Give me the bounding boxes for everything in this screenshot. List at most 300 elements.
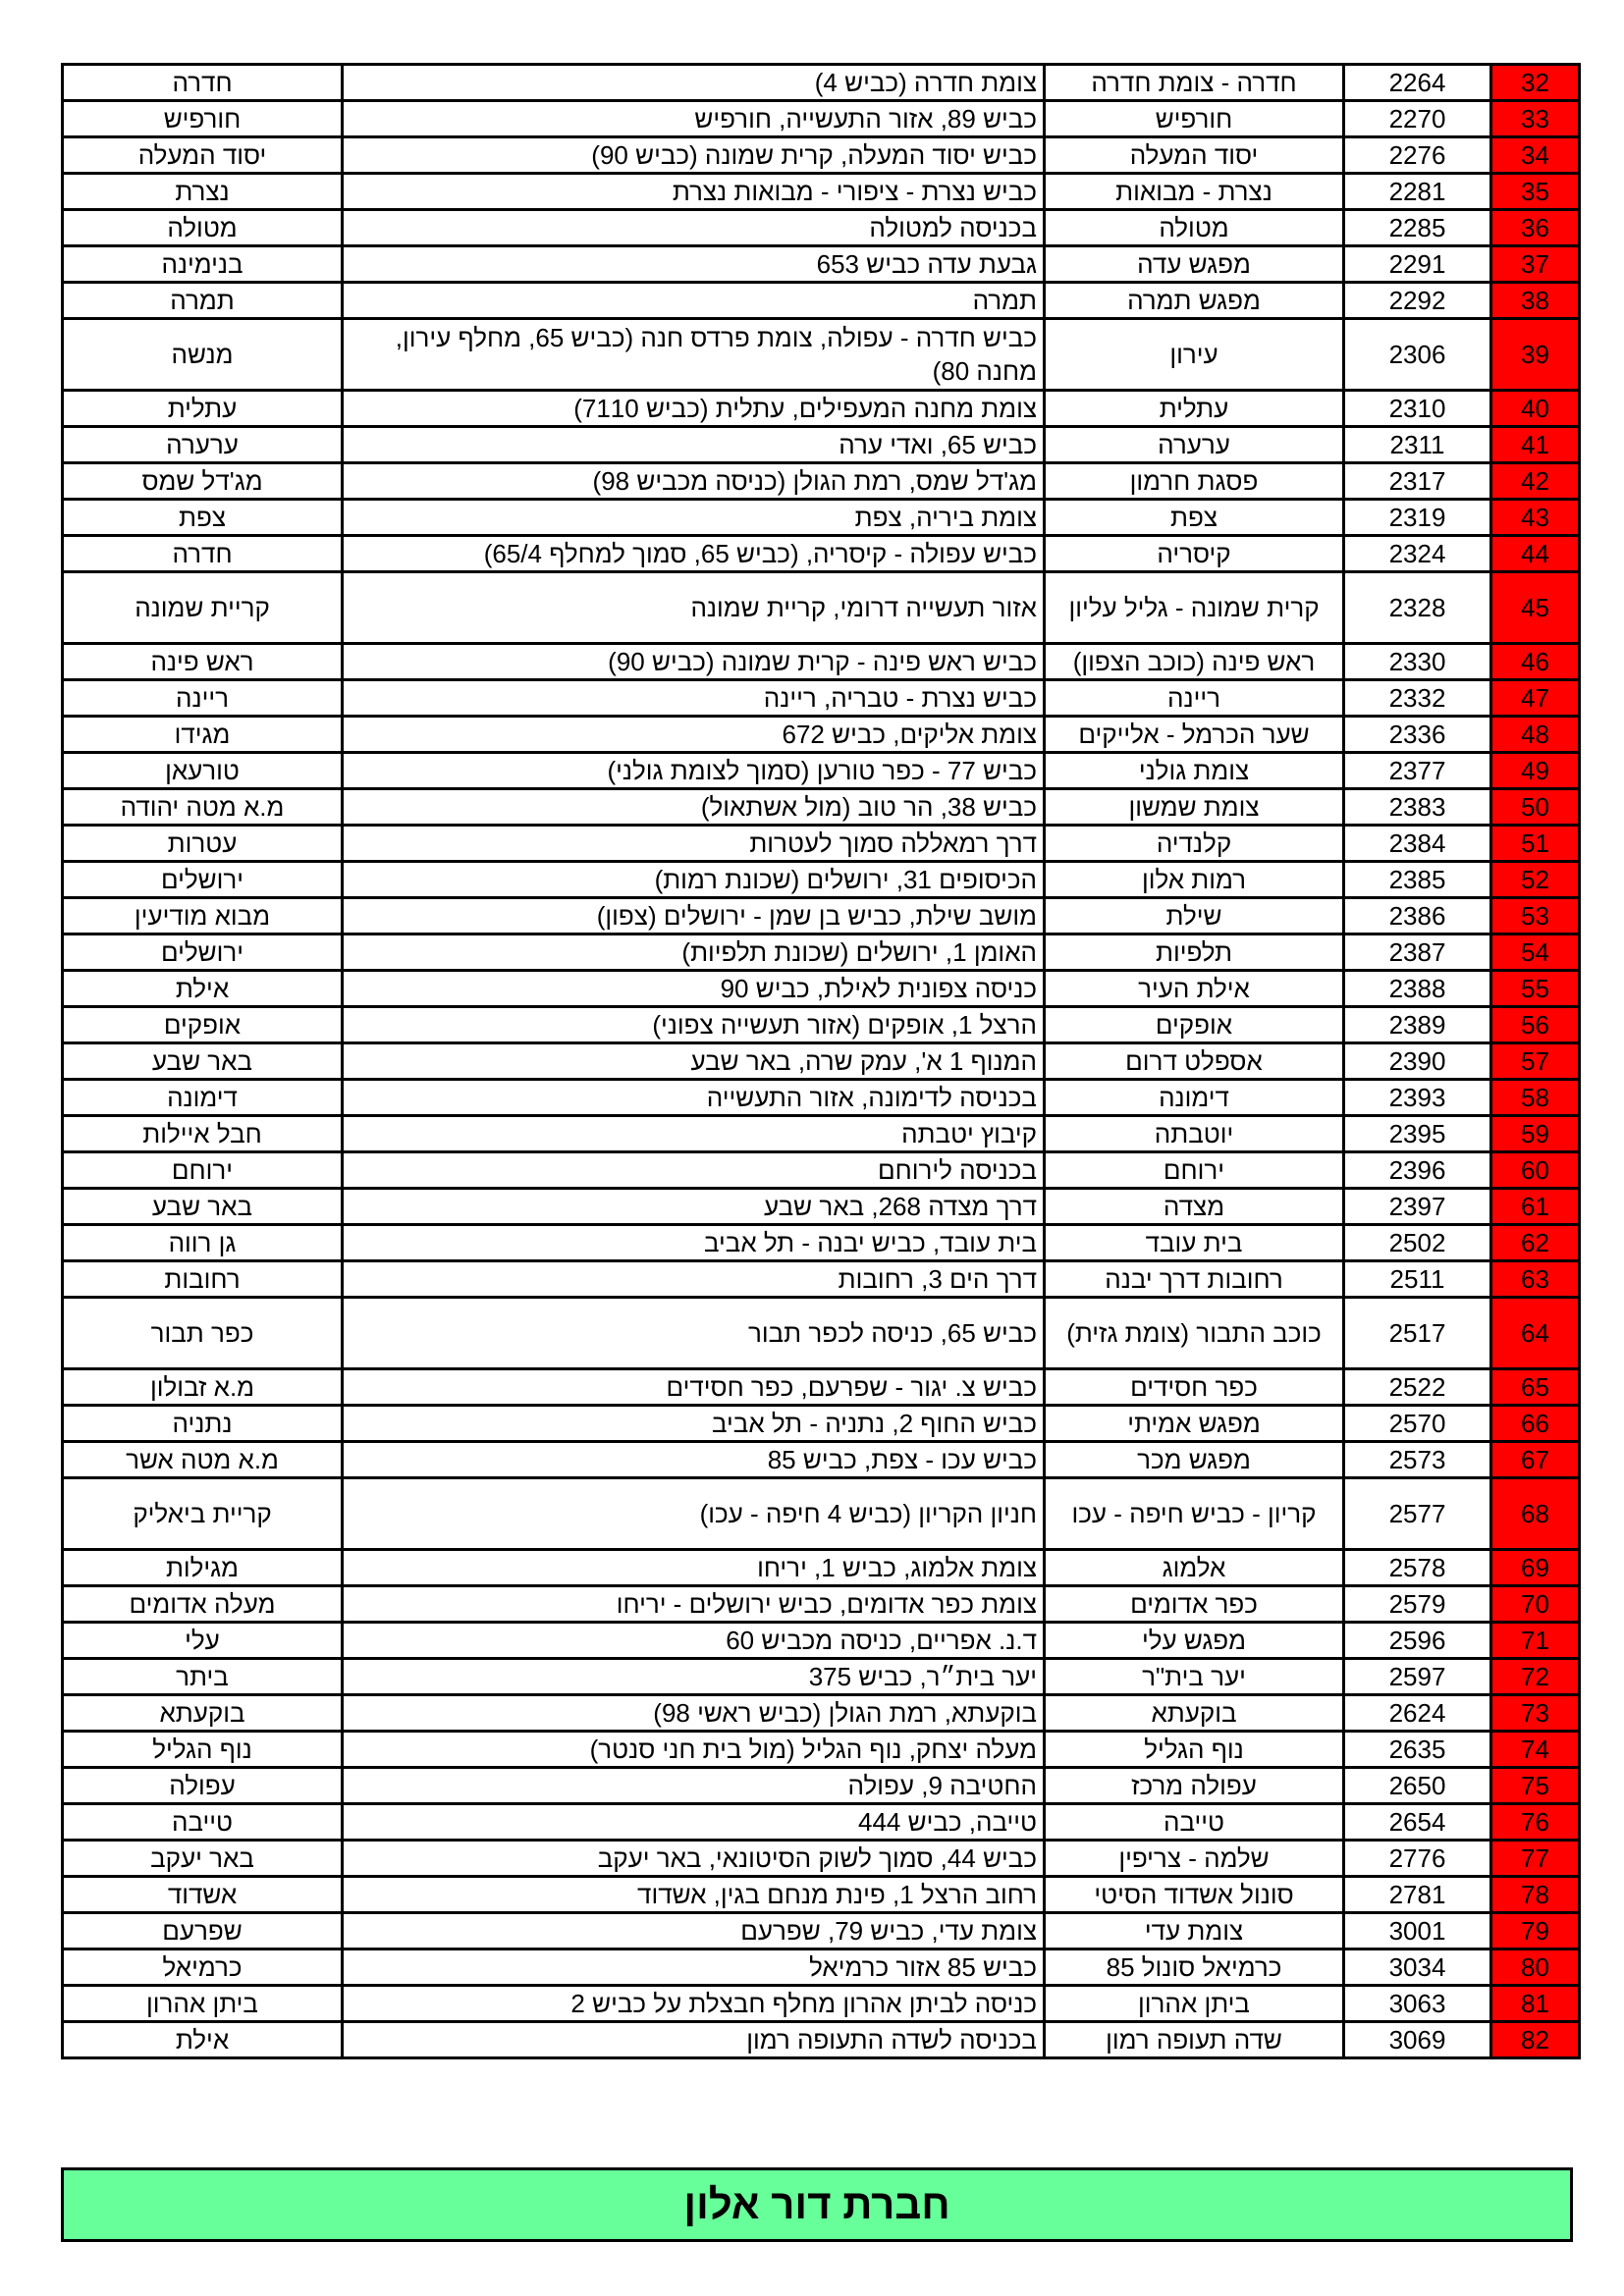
station-code-cell: 2377 [1344,753,1491,789]
region-cell: חורפיש [63,101,343,137]
table-row [63,1623,1580,1659]
table-row [63,500,1580,536]
address-cell: כביש צ. יגור - שפרעם, כפר חסידים [343,1369,1045,1406]
region-cell: חדרה [63,536,343,572]
address-cell: צומת אלמוג, כביש 1, יריחו [343,1550,1045,1586]
station-name-cell: עתלית [1045,391,1344,427]
table-row [63,65,1580,101]
station-code-cell: 2285 [1344,210,1491,246]
station-name-cell: חדרה - צומת חדרה [1045,65,1344,101]
station-name-cell: בית עובד [1045,1225,1344,1261]
table-row [63,427,1580,463]
station-code-cell: 2292 [1344,283,1491,319]
table-row [63,137,1580,174]
row-number-cell: 54 [1491,934,1580,971]
table-row [63,246,1580,283]
station-code-cell: 2388 [1344,971,1491,1007]
address-cell: קיבוץ יטבתה [343,1116,1045,1152]
station-name-cell: מפגש תמרה [1045,283,1344,319]
station-name-cell: מפגש אמיתי [1045,1406,1344,1442]
station-code-cell: 2264 [1344,65,1491,101]
table-row [63,319,1580,391]
row-number-cell: 69 [1491,1550,1580,1586]
region-cell: כרמיאל [63,1949,343,1986]
row-number-cell: 38 [1491,283,1580,319]
station-code-cell: 2597 [1344,1659,1491,1695]
address-cell: הכיסופים 31, ירושלים (שכונת רמות) [343,862,1045,898]
station-name-cell: מצדה [1045,1189,1344,1225]
station-name-cell: נוף הגליל [1045,1732,1344,1768]
station-name-cell: אלמוג [1045,1550,1344,1586]
station-name-cell: כרמיאל סונול 85 [1045,1949,1344,1986]
station-name-cell: כפר חסידים [1045,1369,1344,1406]
station-name-cell: מפגש עדה [1045,246,1344,283]
address-cell: האומן 1, ירושלים (שכונת תלפיות) [343,934,1045,971]
station-name-cell: אילת העיר [1045,971,1344,1007]
station-name-cell: מפגש עלי [1045,1623,1344,1659]
region-cell: אופקים [63,1007,343,1043]
station-code-cell: 2396 [1344,1152,1491,1189]
table-row [63,210,1580,246]
address-cell: דרך הים 3, רחובות [343,1261,1045,1298]
region-cell: בנימינה [63,246,343,283]
address-cell: אזור תעשייה דרומי, קריית שמונה [343,572,1045,644]
station-code-cell: 2511 [1344,1261,1491,1298]
row-number-cell: 39 [1491,319,1580,391]
station-code-cell: 2635 [1344,1732,1491,1768]
address-cell: כביש נצרת - טבריה, ריינה [343,680,1045,717]
table-row [63,1550,1580,1586]
station-name-cell: תלפיות [1045,934,1344,971]
table-row [63,1261,1580,1298]
region-cell: נתניה [63,1406,343,1442]
region-cell: מגידו [63,717,343,753]
address-cell: בכניסה לירוחם [343,1152,1045,1189]
station-code-cell: 2328 [1344,572,1491,644]
station-name-cell: טייבה [1045,1804,1344,1841]
address-cell: צומת חדרה (כביש 4) [343,65,1045,101]
address-cell: החטיבה 9, עפולה [343,1768,1045,1804]
region-cell: עפולה [63,1768,343,1804]
row-number-cell: 74 [1491,1732,1580,1768]
table-row [63,971,1580,1007]
table-row [63,644,1580,680]
table-row [63,680,1580,717]
station-code-cell: 3063 [1344,1986,1491,2022]
station-name-cell: עירון [1045,319,1344,391]
station-code-cell: 2336 [1344,717,1491,753]
station-name-cell: יוטבתה [1045,1116,1344,1152]
station-code-cell: 2310 [1344,391,1491,427]
address-cell: דרך מצדה 268, באר שבע [343,1189,1045,1225]
table-row [63,1841,1580,1877]
station-code-cell: 2573 [1344,1442,1491,1478]
region-cell: מעלה אדומים [63,1586,343,1623]
row-number-cell: 45 [1491,572,1580,644]
row-number-cell: 60 [1491,1152,1580,1189]
table-row [63,1768,1580,1804]
region-cell: מ.א מטה אשר [63,1442,343,1478]
table-row [63,1043,1580,1080]
table-row [63,174,1580,210]
table-row [63,826,1580,862]
table-row [63,1949,1580,1986]
table-row [63,536,1580,572]
region-cell: צפת [63,500,343,536]
region-cell: מג'דל שמס [63,463,343,500]
station-name-cell: כפר אדומים [1045,1586,1344,1623]
region-cell: עטרות [63,826,343,862]
region-cell: עתלית [63,391,343,427]
address-cell: צומת כפר אדומים, כביש ירושלים - יריחו [343,1586,1045,1623]
station-name-cell: רחובות דרך יבנה [1045,1261,1344,1298]
stations-table [61,63,1581,2059]
row-number-cell: 76 [1491,1804,1580,1841]
station-code-cell: 2570 [1344,1406,1491,1442]
station-name-cell: דימונה [1045,1080,1344,1116]
address-cell: בוקעתא, רמת הגולן (כביש ראשי 98) [343,1695,1045,1732]
station-name-cell: ערערה [1045,427,1344,463]
table-row [63,1877,1580,1913]
station-code-cell: 2383 [1344,789,1491,826]
station-code-cell: 2776 [1344,1841,1491,1877]
row-number-cell: 46 [1491,644,1580,680]
table-row [63,1732,1580,1768]
table-row [63,1007,1580,1043]
station-code-cell: 2579 [1344,1586,1491,1623]
station-code-cell: 2270 [1344,101,1491,137]
region-cell: חבל איילות [63,1116,343,1152]
station-code-cell: 2596 [1344,1623,1491,1659]
stations-body [63,65,1580,2058]
address-cell: רחוב הרצל 1, פינת מנחם בגין, אשדוד [343,1877,1045,1913]
address-cell: בית עובד, כביש יבנה - תל אביב [343,1225,1045,1261]
table-row [63,1804,1580,1841]
row-number-cell: 81 [1491,1986,1580,2022]
row-number-cell: 32 [1491,65,1580,101]
row-number-cell: 79 [1491,1913,1580,1949]
address-cell: כביש 44, סמוך לשוק הסיטונאי, באר יעקב [343,1841,1045,1877]
region-cell: מ.א זבולון [63,1369,343,1406]
row-number-cell: 68 [1491,1478,1580,1550]
address-cell: כביש 89, אזור התעשייה, חורפיש [343,101,1045,137]
address-cell: כביש חדרה - עפולה, צומת פרדס חנה (כביש 65, מחלף עירון, מחנה 80) [343,319,1045,391]
row-number-cell: 41 [1491,427,1580,463]
station-name-cell: אספלט דרום [1045,1043,1344,1080]
station-name-cell: ביתן אהרון [1045,1986,1344,2022]
region-cell: באר שבע [63,1189,343,1225]
address-cell: כביש ראש פינה - קרית שמונה (כביש 90) [343,644,1045,680]
row-number-cell: 73 [1491,1695,1580,1732]
region-cell: כפר תבור [63,1298,343,1369]
row-number-cell: 75 [1491,1768,1580,1804]
row-number-cell: 35 [1491,174,1580,210]
station-name-cell: פסגת חרמון [1045,463,1344,500]
row-number-cell: 63 [1491,1261,1580,1298]
region-cell: ערערה [63,427,343,463]
address-cell: כניסה צפונית לאילת, כביש 90 [343,971,1045,1007]
row-number-cell: 70 [1491,1586,1580,1623]
row-number-cell: 42 [1491,463,1580,500]
address-cell: צומת ביריה, צפת [343,500,1045,536]
station-code-cell: 2397 [1344,1189,1491,1225]
region-cell: ביתן אהרון [63,1986,343,2022]
row-number-cell: 82 [1491,2022,1580,2058]
address-cell: ד.נ. אפריים, כניסה מכביש 60 [343,1623,1045,1659]
region-cell: תמרה [63,283,343,319]
station-name-cell: קיסריה [1045,536,1344,572]
table-row [63,1659,1580,1695]
address-cell: כביש יסוד המעלה, קרית שמונה (כביש 90) [343,137,1045,174]
station-name-cell: יער בית"ר [1045,1659,1344,1695]
address-cell: כביש 77 - כפר טורען (סמוך לצומת גולני) [343,753,1045,789]
table-row [63,391,1580,427]
address-cell: מג'דל שמס, רמת הגולן (כניסה מכביש 98) [343,463,1045,500]
address-cell: תמרה [343,283,1045,319]
station-name-cell: חורפיש [1045,101,1344,137]
row-number-cell: 33 [1491,101,1580,137]
table-row [63,1695,1580,1732]
row-number-cell: 62 [1491,1225,1580,1261]
address-cell: כביש 65, ואדי ערה [343,427,1045,463]
station-code-cell: 2395 [1344,1116,1491,1152]
row-number-cell: 53 [1491,898,1580,934]
region-cell: קריית ביאליק [63,1478,343,1550]
station-name-cell: נצרת - מבואות [1045,174,1344,210]
region-cell: ירוחם [63,1152,343,1189]
station-code-cell: 2522 [1344,1369,1491,1406]
table-row [63,753,1580,789]
table-row [63,101,1580,137]
station-name-cell: ריינה [1045,680,1344,717]
table-row [63,789,1580,826]
row-number-cell: 55 [1491,971,1580,1007]
row-number-cell: 56 [1491,1007,1580,1043]
station-name-cell: שלמה - צריפין [1045,1841,1344,1877]
region-cell: אשדוד [63,1877,343,1913]
address-cell: המנוף 1 א', עמק שרה, באר שבע [343,1043,1045,1080]
table-row [63,1406,1580,1442]
row-number-cell: 64 [1491,1298,1580,1369]
region-cell: מבוא מודיעין [63,898,343,934]
address-cell: כניסה לביתן אהרון מחלף חבצלת על כביש 2 [343,1986,1045,2022]
address-cell: גבעת עדה כביש 653 [343,246,1045,283]
station-code-cell: 2306 [1344,319,1491,391]
region-cell: עלי [63,1623,343,1659]
table-row [63,1152,1580,1189]
address-cell: כביש עכו - צפת, כביש 85 [343,1442,1045,1478]
row-number-cell: 67 [1491,1442,1580,1478]
table-row [63,1080,1580,1116]
station-code-cell: 2281 [1344,174,1491,210]
row-number-cell: 51 [1491,826,1580,862]
region-cell: מטולה [63,210,343,246]
region-cell: ראש פינה [63,644,343,680]
address-cell: מושב שילת, כביש בן שמן - ירושלים (צפון) [343,898,1045,934]
row-number-cell: 61 [1491,1189,1580,1225]
station-name-cell: מפגש מכר [1045,1442,1344,1478]
region-cell: ריינה [63,680,343,717]
station-code-cell: 2650 [1344,1768,1491,1804]
station-name-cell: צומת עדי [1045,1913,1344,1949]
table-row [63,862,1580,898]
address-cell: צומת אליקים, כביש 672 [343,717,1045,753]
address-cell: כביש נצרת - ציפורי - מבואות נצרת [343,174,1045,210]
table-row [63,1913,1580,1949]
address-cell: כביש 38, הר טוב (מול אשתאול) [343,789,1045,826]
station-code-cell: 2654 [1344,1804,1491,1841]
region-cell: אילת [63,2022,343,2058]
region-cell: ירושלים [63,862,343,898]
station-code-cell: 2311 [1344,427,1491,463]
row-number-cell: 49 [1491,753,1580,789]
row-number-cell: 34 [1491,137,1580,174]
station-code-cell: 3069 [1344,2022,1491,2058]
row-number-cell: 66 [1491,1406,1580,1442]
station-name-cell: שדה תעופה רמון [1045,2022,1344,2058]
station-name-cell: מטולה [1045,210,1344,246]
table-row [63,717,1580,753]
region-cell: באר יעקב [63,1841,343,1877]
row-number-cell: 71 [1491,1623,1580,1659]
row-number-cell: 52 [1491,862,1580,898]
company-banner [61,2167,1573,2242]
station-code-cell: 2577 [1344,1478,1491,1550]
row-number-cell: 57 [1491,1043,1580,1080]
address-cell: צומת מחנה המעפילים, עתלית (כביש 7110) [343,391,1045,427]
station-code-cell: 2319 [1344,500,1491,536]
table-row [63,463,1580,500]
table-row [63,283,1580,319]
station-name-cell: צומת גולני [1045,753,1344,789]
region-cell: יסוד המעלה [63,137,343,174]
row-number-cell: 36 [1491,210,1580,246]
station-name-cell: סונול אשדוד הסיטי [1045,1877,1344,1913]
banner-title: חברת דור אלון [683,2181,950,2227]
table-row [63,1442,1580,1478]
table-row [63,2022,1580,2058]
region-cell: מ.א מטה יהודה [63,789,343,826]
region-cell: שפרעם [63,1913,343,1949]
region-cell: חדרה [63,65,343,101]
station-code-cell: 2389 [1344,1007,1491,1043]
region-cell: אילת [63,971,343,1007]
region-cell: ביתר [63,1659,343,1695]
row-number-cell: 48 [1491,717,1580,753]
address-cell: כביש עפולה - קיסריה, (כביש 65, סמוך למחלף 65/4) [343,536,1045,572]
address-cell: חניון הקריון (כביש 4 חיפה - עכו) [343,1478,1045,1550]
station-code-cell: 2386 [1344,898,1491,934]
region-cell: טורעאן [63,753,343,789]
station-code-cell: 2332 [1344,680,1491,717]
address-cell: טייבה, כביש 444 [343,1804,1045,1841]
row-number-cell: 44 [1491,536,1580,572]
table-row [63,1986,1580,2022]
row-number-cell: 80 [1491,1949,1580,1986]
row-number-cell: 72 [1491,1659,1580,1695]
row-number-cell: 47 [1491,680,1580,717]
station-name-cell: ירוחם [1045,1152,1344,1189]
station-code-cell: 2317 [1344,463,1491,500]
row-number-cell: 40 [1491,391,1580,427]
region-cell: גן רווה [63,1225,343,1261]
row-number-cell: 58 [1491,1080,1580,1116]
station-code-cell: 2384 [1344,826,1491,862]
region-cell: טייבה [63,1804,343,1841]
address-cell: הרצל 1, אופקים (אזור תעשייה צפוני) [343,1007,1045,1043]
region-cell: דימונה [63,1080,343,1116]
row-number-cell: 50 [1491,789,1580,826]
station-name-cell: קריון - כביש חיפה - עכו [1045,1478,1344,1550]
table-row [63,898,1580,934]
region-cell: נצרת [63,174,343,210]
table-row [63,1298,1580,1369]
table-row [63,1369,1580,1406]
region-cell: מגילות [63,1550,343,1586]
station-code-cell: 2330 [1344,644,1491,680]
station-name-cell: עפולה מרכז [1045,1768,1344,1804]
station-name-cell: ראש פינה (כוכב הצפון) [1045,644,1344,680]
row-number-cell: 43 [1491,500,1580,536]
row-number-cell: 59 [1491,1116,1580,1152]
station-code-cell: 2276 [1344,137,1491,174]
station-name-cell: כוכב התבור (צומת גזית) [1045,1298,1344,1369]
station-name-cell: אופקים [1045,1007,1344,1043]
station-code-cell: 2324 [1344,536,1491,572]
table-row [63,934,1580,971]
station-code-cell: 2291 [1344,246,1491,283]
address-cell: כביש החוף 2, נתניה - תל אביב [343,1406,1045,1442]
region-cell: נוף הגליל [63,1732,343,1768]
table-row [63,572,1580,644]
station-code-cell: 2387 [1344,934,1491,971]
region-cell: באר שבע [63,1043,343,1080]
station-code-cell: 2385 [1344,862,1491,898]
station-name-cell: רמות אלון [1045,862,1344,898]
address-cell: כביש 65, כניסה לכפר תבור [343,1298,1045,1369]
station-code-cell: 2390 [1344,1043,1491,1080]
station-name-cell: צומת שמשון [1045,789,1344,826]
region-cell: ירושלים [63,934,343,971]
address-cell: בכניסה למטולה [343,210,1045,246]
station-name-cell: בוקעתא [1045,1695,1344,1732]
row-number-cell: 65 [1491,1369,1580,1406]
table-row [63,1116,1580,1152]
address-cell: בכניסה לשדה התעופה רמון [343,2022,1045,2058]
region-cell: קריית שמונה [63,572,343,644]
address-cell: כביש 85 אזור כרמיאל [343,1949,1045,1986]
row-number-cell: 78 [1491,1877,1580,1913]
station-name-cell: שער הכרמל - אלייקים [1045,717,1344,753]
region-cell: בוקעתא [63,1695,343,1732]
table-row [63,1586,1580,1623]
station-code-cell: 3001 [1344,1913,1491,1949]
station-code-cell: 3034 [1344,1949,1491,1986]
region-cell: מנשה [63,319,343,391]
address-cell: צומת עדי, כביש 79, שפרעם [343,1913,1045,1949]
station-code-cell: 2517 [1344,1298,1491,1369]
address-cell: דרך רמאללה סמוך לעטרות [343,826,1045,862]
address-cell: מעלה יצחק, נוף הגליל (מול בית חני סנטר) [343,1732,1045,1768]
station-name-cell: שילת [1045,898,1344,934]
station-name-cell: יסוד המעלה [1045,137,1344,174]
station-name-cell: קלנדיה [1045,826,1344,862]
station-name-cell: קרית שמונה - גליל עליון [1045,572,1344,644]
table-row [63,1189,1580,1225]
table-row [63,1225,1580,1261]
row-number-cell: 77 [1491,1841,1580,1877]
region-cell: רחובות [63,1261,343,1298]
